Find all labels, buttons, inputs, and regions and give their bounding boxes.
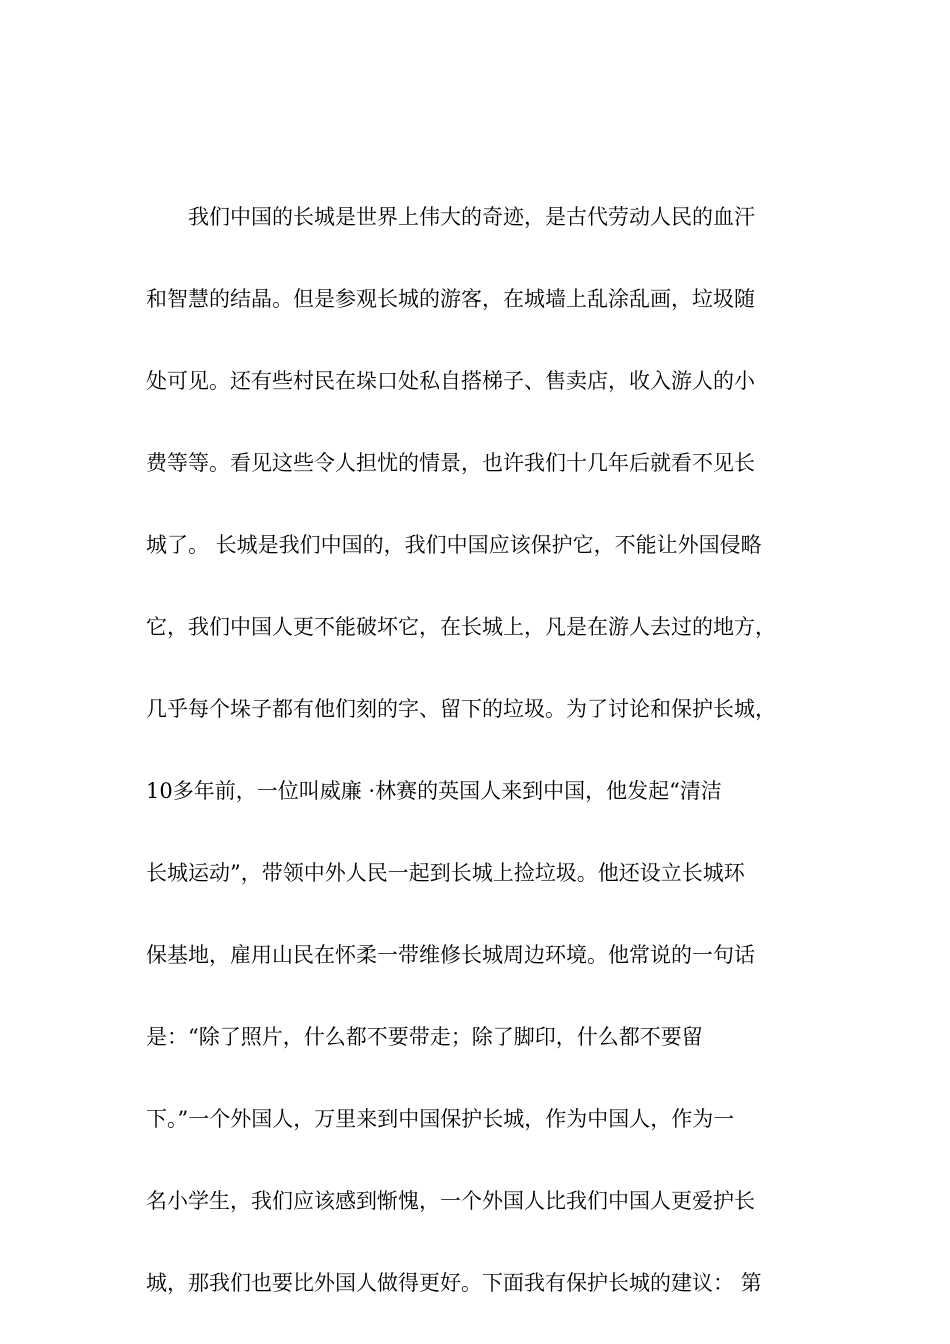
text-line-11: 是：“除了照片，什么都不要带走；除了脚印，什么都不要留 <box>146 1025 703 1049</box>
text-line-13: 名小学生，我们应该感到惭愧，一个外国人比我们中国人更爱护长 <box>146 1189 755 1213</box>
text-line-14: 城，那我们也要比外国人做得更好。下面我有保护长城的建议： 第 <box>146 1271 762 1295</box>
text-line-7: 几乎每个垛子都有他们刻的字、留下的垃圾。为了讨论和保护长城， <box>146 697 776 721</box>
text-line-12: 下。”一个外国人，万里来到中国保护长城，作为中国人，作为一 <box>146 1107 735 1131</box>
text-line-10: 保基地，雇用山民在怀柔一带维修长城周边环境。他常说的一句话 <box>146 943 755 967</box>
text-line-2: 和智慧的结晶。但是参观长城的游客，在城墙上乱涂乱画，垃圾随 <box>146 287 755 311</box>
text-line-8: 10多年前，一位叫威廉 ·林赛的英国人来到中国，他发起“清洁 <box>146 779 722 803</box>
text-line-9: 长城运动”，带领中外人民一起到长城上捡垃圾。他还设立长城环 <box>146 861 745 885</box>
text-line-3: 处可见。还有些村民在垛口处私自搭梯子、售卖店，收入游人的小 <box>146 369 755 393</box>
text-line-5: 城了。 长城是我们中国的，我们中国应该保护它，不能让外国侵略 <box>146 533 762 557</box>
text-line-1: 我们中国的长城是世界上伟大的奇迹，是古代劳动人民的血汗 <box>146 205 755 229</box>
text-line-4: 费等等。看见这些令人担忧的情景，也许我们十几年后就看不见长 <box>146 451 755 475</box>
text-line-6: 它，我们中国人更不能破坏它，在长城上，凡是在游人去过的地方， <box>146 615 776 639</box>
